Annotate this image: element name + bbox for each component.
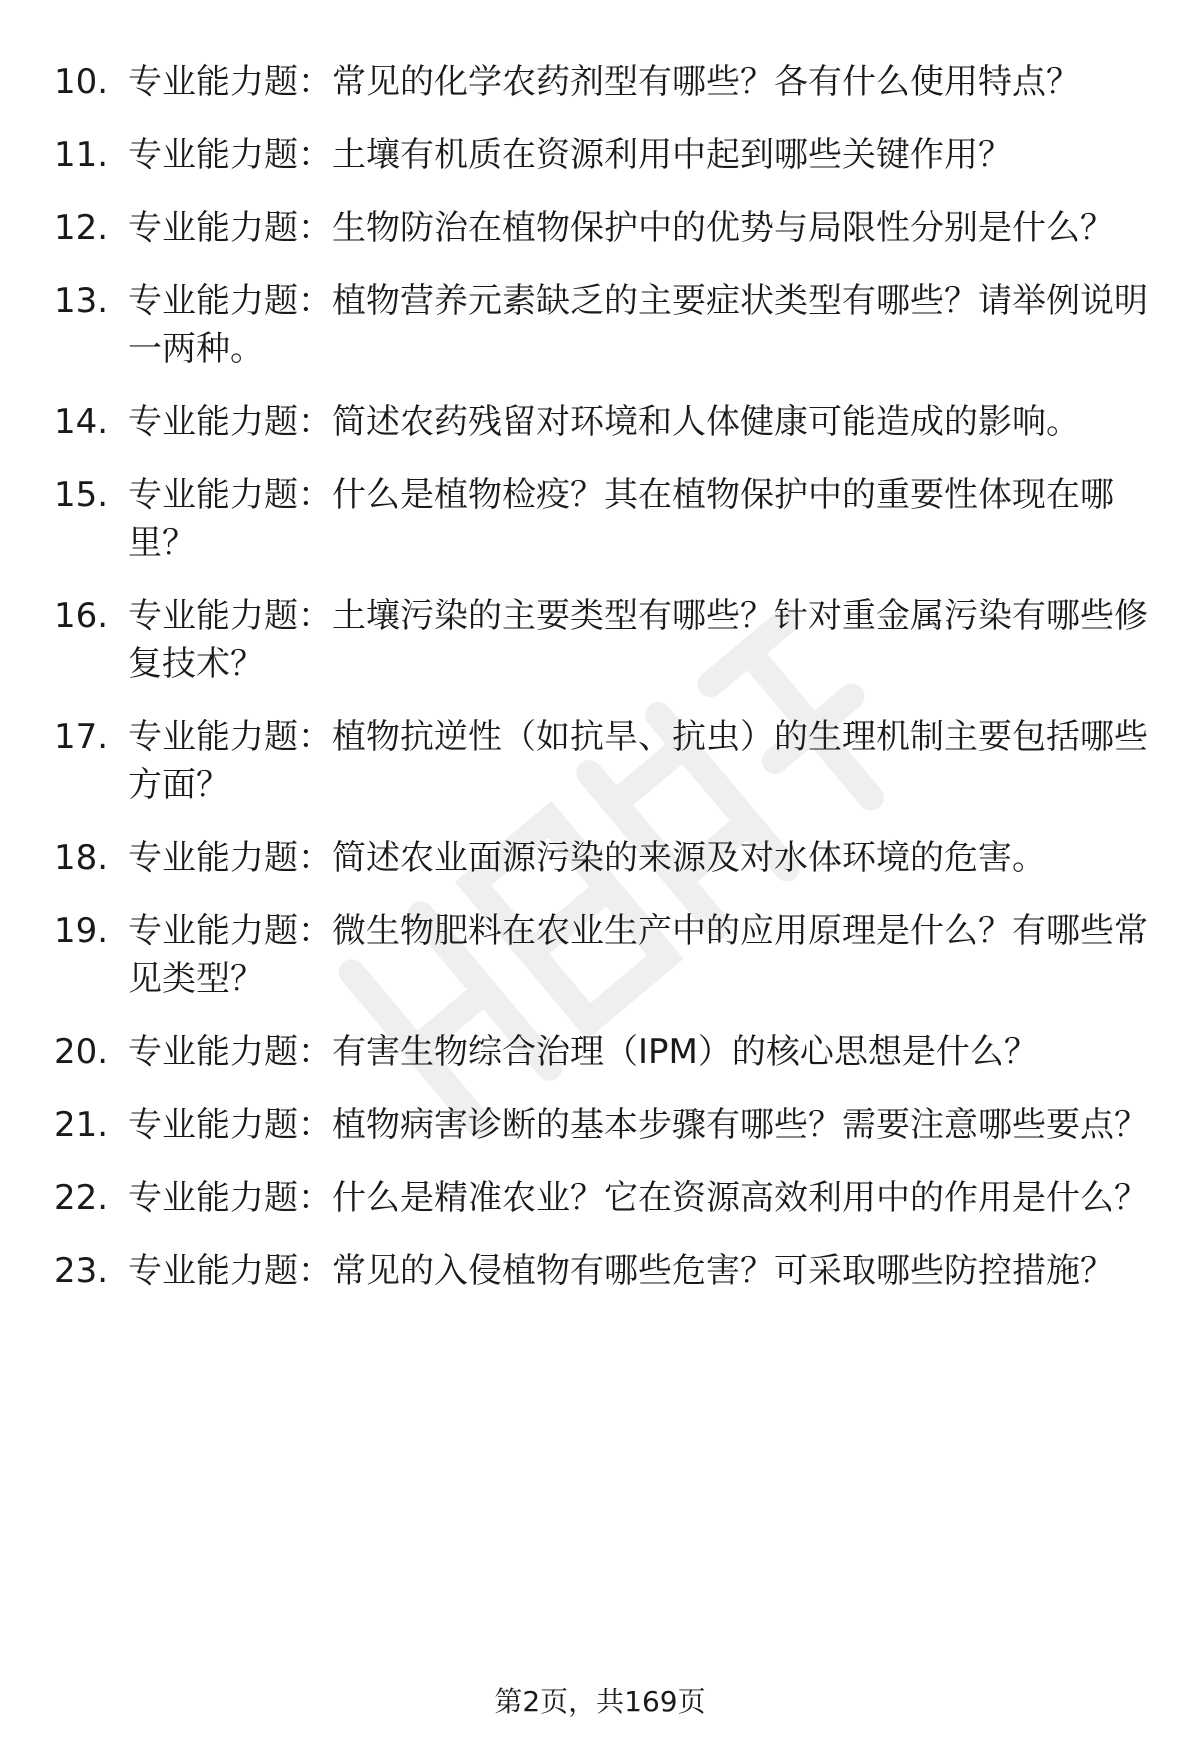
question-text: 专业能力题：常见的入侵植物有哪些危害？可采取哪些防控措施？ — [128, 1251, 1114, 1291]
question-item — [54, 131, 1154, 179]
question-text: 专业能力题：有害生物综合治理（IPM）的核心思想是什么？ — [128, 1032, 1038, 1072]
question-number: 14. — [54, 402, 109, 442]
question-text: 专业能力题：什么是精准农业？它在资源高效利用中的作用是什么？ — [128, 1178, 1148, 1218]
question-text: 专业能力题：植物病害诊断的基本步骤有哪些？需要注意哪些要点？ — [128, 1105, 1148, 1145]
question-number: 12. — [54, 208, 109, 248]
question-text: 专业能力题：土壤污染的主要类型有哪些？针对重金属污染有哪些修复技术？ — [128, 596, 1148, 684]
question-number: 22. — [54, 1178, 109, 1218]
question-number: 13. — [54, 281, 109, 321]
question-number: 20. — [54, 1032, 109, 1072]
question-number: 17. — [54, 717, 109, 757]
question-text: 专业能力题：土壤有机质在资源利用中起到哪些关键作用？ — [128, 135, 1012, 175]
question-number: 19. — [54, 911, 109, 951]
question-item — [54, 1174, 1154, 1222]
question-number: 23. — [54, 1251, 109, 1291]
question-item — [54, 1101, 1154, 1149]
question-item — [54, 592, 1154, 688]
question-text: 专业能力题：植物营养元素缺乏的主要症状类型有哪些？请举例说明一两种。 — [128, 281, 1148, 369]
question-item — [54, 204, 1154, 252]
question-number: 11. — [54, 135, 109, 175]
question-item — [54, 834, 1154, 882]
question-item — [54, 58, 1154, 106]
question-text: 专业能力题：植物抗逆性（如抗旱、抗虫）的生理机制主要包括哪些方面？ — [128, 717, 1148, 805]
question-number: 21. — [54, 1105, 109, 1145]
question-number: 10. — [54, 62, 109, 102]
question-item — [54, 398, 1154, 446]
question-item — [54, 1247, 1154, 1295]
question-text: 专业能力题：常见的化学农药剂型有哪些？各有什么使用特点？ — [128, 62, 1080, 102]
question-number: 16. — [54, 596, 109, 636]
question-item — [54, 713, 1154, 809]
question-item — [54, 907, 1154, 1003]
page-footer: 第2页，共169页 — [494, 1685, 706, 1718]
question-item — [54, 471, 1154, 567]
question-text: 专业能力题：生物防治在植物保护中的优势与局限性分别是什么？ — [128, 208, 1114, 248]
question-text: 专业能力题：简述农业面源污染的来源及对水体环境的危害。 — [128, 838, 1046, 878]
question-text: 专业能力题：什么是植物检疫？其在植物保护中的重要性体现在哪里？ — [128, 475, 1114, 563]
question-item — [54, 277, 1154, 373]
question-item — [54, 1028, 1154, 1076]
question-list — [54, 58, 1154, 1320]
question-number: 18. — [54, 838, 109, 878]
question-text: 专业能力题：微生物肥料在农业生产中的应用原理是什么？有哪些常见类型？ — [128, 911, 1148, 999]
question-text: 专业能力题：简述农药残留对环境和人体健康可能造成的影响。 — [128, 402, 1080, 442]
question-number: 15. — [54, 475, 109, 515]
